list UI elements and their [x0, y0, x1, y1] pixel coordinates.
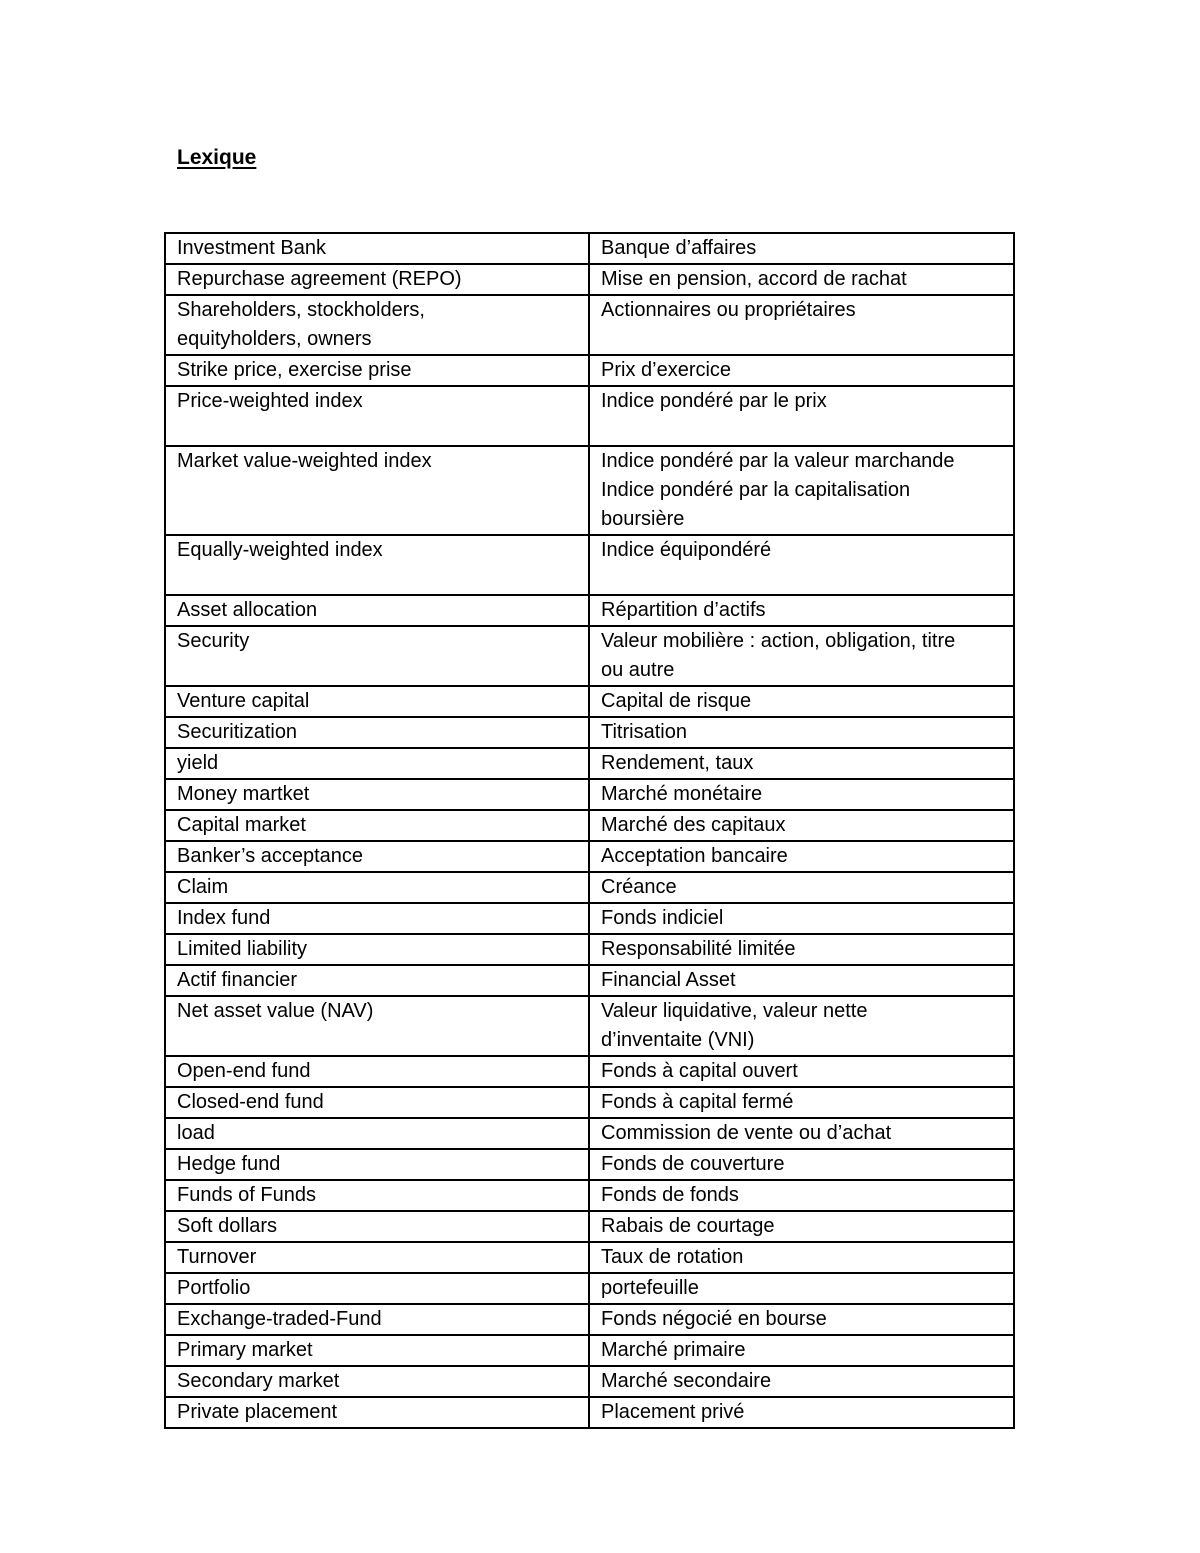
term-french: Mise en pension, accord de rachat [601, 268, 907, 290]
term-english: Claim [177, 876, 229, 898]
term-english-cell [165, 535, 589, 595]
table-row [165, 965, 1014, 996]
term-french-cell [589, 446, 1014, 535]
term-french: Marché des capitaux [601, 814, 786, 836]
term-english-cell [165, 264, 589, 295]
table-row [165, 1211, 1014, 1242]
term-french-cell [589, 1366, 1014, 1397]
term-french-cell [589, 535, 1014, 595]
term-french-cell [589, 1118, 1014, 1149]
term-french-cell [589, 386, 1014, 446]
term-english-cell [165, 1273, 589, 1304]
term-french: Actionnaires ou propriétaires [601, 299, 856, 321]
table-row [165, 934, 1014, 965]
term-french-cell [589, 1397, 1014, 1428]
term-french-cell [589, 1149, 1014, 1180]
term-english: Asset allocation [177, 599, 318, 621]
term-french-cell [589, 595, 1014, 626]
term-english: Repurchase agreement (REPO) [177, 268, 462, 290]
term-french-cell [589, 872, 1014, 903]
term-french-cell [589, 841, 1014, 872]
term-english-cell [165, 779, 589, 810]
term-french-cell [589, 355, 1014, 386]
term-french-cell [589, 903, 1014, 934]
term-french-cell [589, 1242, 1014, 1273]
term-french: Taux de rotation [601, 1246, 744, 1268]
term-french: Acceptation bancaire [601, 845, 788, 867]
term-english: Limited liability [177, 938, 308, 960]
term-french: Fonds de couverture [601, 1153, 785, 1175]
term-english: Capital market [177, 814, 306, 836]
table-row [165, 1056, 1014, 1087]
term-english-cell [165, 996, 589, 1056]
term-english-cell [165, 1242, 589, 1273]
term-english: Equally-weighted index [177, 539, 383, 561]
term-french-cell [589, 1335, 1014, 1366]
term-french-cell [589, 233, 1014, 264]
term-english-cell [165, 1397, 589, 1428]
term-french: Fonds à capital fermé [601, 1091, 794, 1113]
term-english: Venture capital [177, 690, 310, 712]
term-french-cell [589, 1273, 1014, 1304]
table-row [165, 386, 1014, 446]
term-english-cell [165, 841, 589, 872]
table-row [165, 1118, 1014, 1149]
term-french-cell [589, 686, 1014, 717]
term-english-cell [165, 872, 589, 903]
table-row [165, 717, 1014, 748]
table-row [165, 1335, 1014, 1366]
table-row [165, 841, 1014, 872]
term-french: Valeur mobilière : action, obligation, titre ou autre [601, 630, 956, 681]
table-row [165, 1180, 1014, 1211]
term-french-cell [589, 1087, 1014, 1118]
term-french-cell [589, 1304, 1014, 1335]
table-row [165, 355, 1014, 386]
term-english: Shareholders, stockholders, equityholders, owners [177, 299, 425, 350]
term-english: Investment Bank [177, 237, 326, 259]
term-english: Portfolio [177, 1277, 251, 1299]
table-row [165, 1087, 1014, 1118]
term-english-cell [165, 1149, 589, 1180]
table-row [165, 1366, 1014, 1397]
term-french: Rabais de courtage [601, 1215, 775, 1237]
term-english: Market value-weighted index [177, 450, 432, 472]
term-french: Placement privé [601, 1401, 745, 1423]
term-french: Fonds négocié en bourse [601, 1308, 827, 1330]
term-english: Open-end fund [177, 1060, 311, 1082]
term-english: Private placement [177, 1401, 338, 1423]
term-english: Primary market [177, 1339, 313, 1361]
term-english-cell [165, 446, 589, 535]
term-english-cell [165, 1087, 589, 1118]
term-english-cell [165, 1366, 589, 1397]
table-row [165, 1149, 1014, 1180]
term-english: Funds of Funds [177, 1184, 316, 1206]
term-french-cell [589, 996, 1014, 1056]
term-english: Net asset value (NAV) [177, 1000, 374, 1022]
term-english: Hedge fund [177, 1153, 281, 1175]
term-french: Financial Asset [601, 969, 736, 991]
table-row [165, 810, 1014, 841]
term-english: Index fund [177, 907, 271, 929]
term-english: Strike price, exercise prise [177, 359, 412, 381]
table-row [165, 626, 1014, 686]
table-row [165, 872, 1014, 903]
term-english: Securitization [177, 721, 298, 743]
table-row [165, 1304, 1014, 1335]
term-english-cell [165, 355, 589, 386]
table-row [165, 686, 1014, 717]
term-english-cell [165, 903, 589, 934]
term-french: Répartition d’actifs [601, 599, 766, 621]
term-english: yield [177, 752, 219, 774]
table-row [165, 1397, 1014, 1428]
term-french: Indice pondéré par le prix [601, 390, 827, 412]
table-row [165, 996, 1014, 1056]
term-english: load [177, 1122, 215, 1144]
term-french: Fonds de fonds [601, 1184, 739, 1206]
term-english: Soft dollars [177, 1215, 278, 1237]
term-english: Money martket [177, 783, 310, 805]
table-row [165, 295, 1014, 355]
table-row [165, 595, 1014, 626]
term-english-cell [165, 748, 589, 779]
term-english-cell [165, 1304, 589, 1335]
term-french: Indice pondéré par la valeur marchande Indice pondéré par la capitalisation boursière [601, 450, 955, 530]
term-english-cell [165, 1211, 589, 1242]
term-english-cell [165, 1180, 589, 1211]
table-row [165, 1242, 1014, 1273]
term-english-cell [165, 386, 589, 446]
table-row [165, 748, 1014, 779]
term-french-cell [589, 626, 1014, 686]
table-row [165, 264, 1014, 295]
term-english-cell [165, 1056, 589, 1087]
term-french: Créance [601, 876, 677, 898]
lexicon-table [164, 232, 1015, 1429]
term-french-cell [589, 1056, 1014, 1087]
term-english: Turnover [177, 1246, 257, 1268]
term-french: Titrisation [601, 721, 687, 743]
term-french-cell [589, 1211, 1014, 1242]
term-english: Exchange-traded-Fund [177, 1308, 382, 1330]
term-french: Capital de risque [601, 690, 752, 712]
term-french-cell [589, 717, 1014, 748]
term-french-cell [589, 1180, 1014, 1211]
table-row [165, 446, 1014, 535]
term-french: Indice équipondéré [601, 539, 772, 561]
term-english: Security [177, 630, 250, 652]
term-english-cell [165, 1335, 589, 1366]
term-french-cell [589, 295, 1014, 355]
table-row [165, 535, 1014, 595]
term-french: Banque d’affaires [601, 237, 757, 259]
term-english-cell [165, 934, 589, 965]
term-french-cell [589, 748, 1014, 779]
table-row [165, 1273, 1014, 1304]
term-english-cell [165, 595, 589, 626]
term-english-cell [165, 686, 589, 717]
term-english: Banker’s acceptance [177, 845, 364, 867]
term-french: Rendement, taux [601, 752, 754, 774]
term-french: Prix d’exercice [601, 359, 732, 381]
term-english: Closed-end fund [177, 1091, 324, 1113]
term-english: Price-weighted index [177, 390, 363, 412]
term-french-cell [589, 934, 1014, 965]
term-french: Fonds indiciel [601, 907, 724, 929]
term-english-cell [165, 626, 589, 686]
table-row [165, 903, 1014, 934]
term-french: Marché primaire [601, 1339, 746, 1361]
term-english: Secondary market [177, 1370, 340, 1392]
term-french-cell [589, 810, 1014, 841]
term-english-cell [165, 1118, 589, 1149]
lexicon-table-body [165, 233, 1014, 1428]
term-french: Marché secondaire [601, 1370, 772, 1392]
term-french: portefeuille [601, 1277, 699, 1299]
term-english: Actif financier [177, 969, 298, 991]
table-row [165, 779, 1014, 810]
term-french-cell [589, 264, 1014, 295]
term-english-cell [165, 233, 589, 264]
term-english-cell [165, 965, 589, 996]
term-french: Marché monétaire [601, 783, 763, 805]
term-french-cell [589, 779, 1014, 810]
term-french: Responsabilité limitée [601, 938, 796, 960]
table-row [165, 233, 1014, 264]
term-english-cell [165, 295, 589, 355]
term-english-cell [165, 717, 589, 748]
term-french: Fonds à capital ouvert [601, 1060, 798, 1082]
term-french: Commission de vente ou d’achat [601, 1122, 892, 1144]
term-english-cell [165, 810, 589, 841]
term-french-cell [589, 965, 1014, 996]
term-french: Valeur liquidative, valeur nette d’inventaite (VNI) [601, 1000, 868, 1051]
page-title: Lexique [177, 146, 257, 169]
